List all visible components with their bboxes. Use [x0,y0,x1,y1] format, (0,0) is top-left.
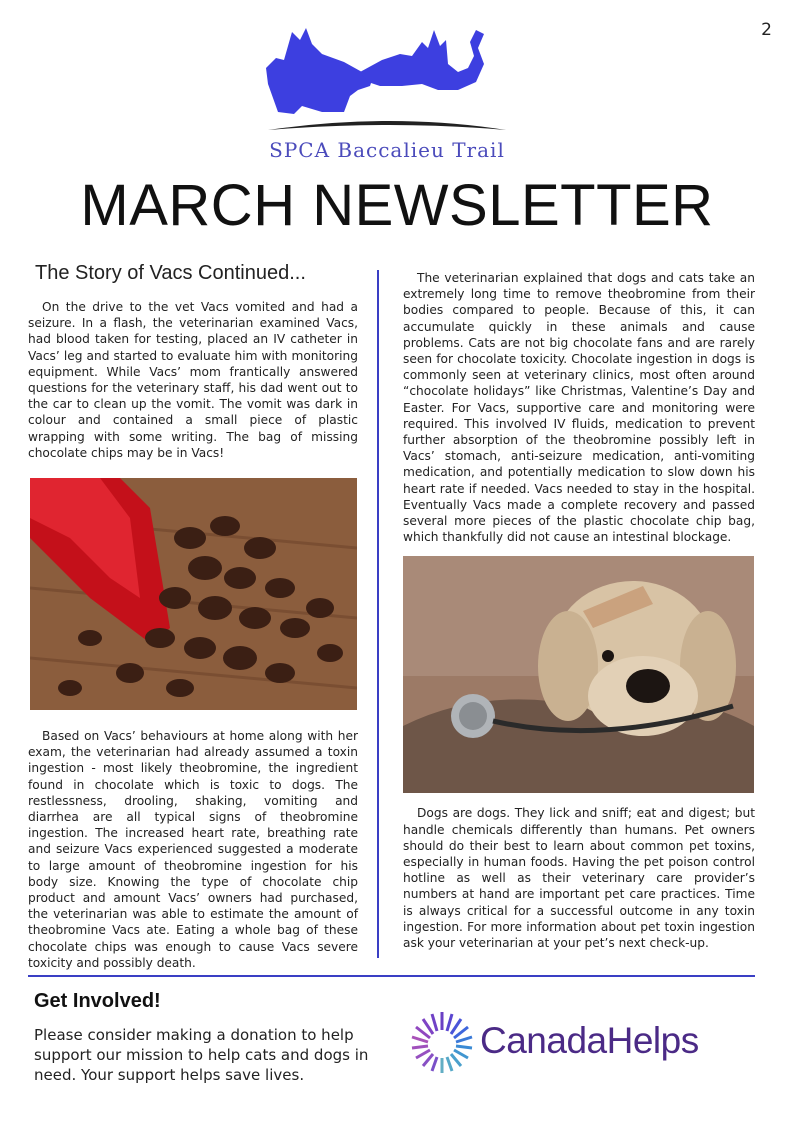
plush-dog-photo [403,556,754,793]
column-divider [377,270,379,958]
get-involved-heading: Get Involved! [34,990,161,1012]
story-paragraph-2: Based on Vacs’ behaviours at home along with her exam, the veterinarian had already assumed a toxin ingestion - most likely theobromine, the ingredient found in chocolate which is toxic to dogs. The restlessness, drooling, shaking, vomiting and diarrhea are all typical signs of theobromine ingestion. The increased heart rate, breathing rate and seizure Vacs experienced suggested a moderate to large amount of theobromine ingestion for his body size. Knowing the type of chocolate chip product and amount Vacs’ owners had purchased, the veterinarian was able to estimate the amount of theobromine Vacs ate. Eating a whole bag of these chocolate chips was enough to cause Vacs severe toxicity and possibly death. [28,729,358,970]
plush-dog-illustration [403,556,754,793]
footer-divider [28,975,755,977]
story-paragraph-3: The veterinarian explained that dogs and cats take an extremely long time to remove theobromine from their bodies compared to people. Because of this, it can accumulate quickly in these animals and cause problems. Cats are not big chocolate fans and are rarely seen for chocolate toxicity. Chocolate ingestion in dogs is commonly seen at veterinary clinics, most often around “chocolate holidays” like Christmas, Valentine’s Day and Easter. For Vacs, supportive care and monitoring were required. This involved IV fluids, medication to prevent further absorption of the theobromine possibly left in Vacs’ stomach, anti-seizure medication, anti-vomiting medication, and potentially medication to slow down his heart rate if needed. Vacs needed to stay in the hospital. Eventually Vacs made a complete recovery and passed several more pieces of the plastic chocolate chip bag, which thankfully did not cause an intestinal blockage. [403,271,755,545]
cat-silhouette-icon [360,30,484,90]
story-paragraph-1: On the drive to the vet Vacs vomited and had a seizure. In a flash, the veterinarian examined Vacs, had blood taken for testing, placed an IV catheter in Vacs’ leg and started to evaluate him with monitoring equipment. While Vacs’ mom frantically answered questions for the veterinary staff, his dad went out to the car to clean up the vomit. The vomit was dark in colour and contained a small piece of plastic wrapping with some writing. The bag of missing chocolate chips may be in Vacs! [28,300,358,460]
donation-text: Please consider making a donation to help support our mission to help cats and dogs in need. Your support helps save lives. [34,1026,369,1084]
chocolate-chips-illustration [30,478,357,710]
canadahelps-wordmark[interactable]: CanadaHelps [480,1020,699,1061]
story-paragraph-4: Dogs are dogs. They lick and sniff; eat and digest; but handle chemicals differently than humans. Pet owners should do their best to learn about common pet toxins, especially in human foods. Having the pet poison control hotline as well as their veterinary care provider’s numbers at hand are important pet care practices. Time is always critical for a successful outcome in any toxin ingestion. For more information about pet toxin ingestion ask your veterinarian at your pet’s next check-up. [403,806,755,951]
page-number: 2 [761,20,772,40]
organization-name: SPCA Baccalieu Trail [269,138,505,162]
get-involved-section [34,990,374,1085]
section-heading: The Story of Vacs Continued... [35,262,306,284]
left-column [28,262,358,971]
right-column [403,270,755,951]
dog-silhouette-icon [266,28,374,114]
ground-line [268,121,506,130]
newsletter-title: MARCH NEWSLETTER [80,173,714,238]
chocolate-chips-photo [30,478,357,710]
